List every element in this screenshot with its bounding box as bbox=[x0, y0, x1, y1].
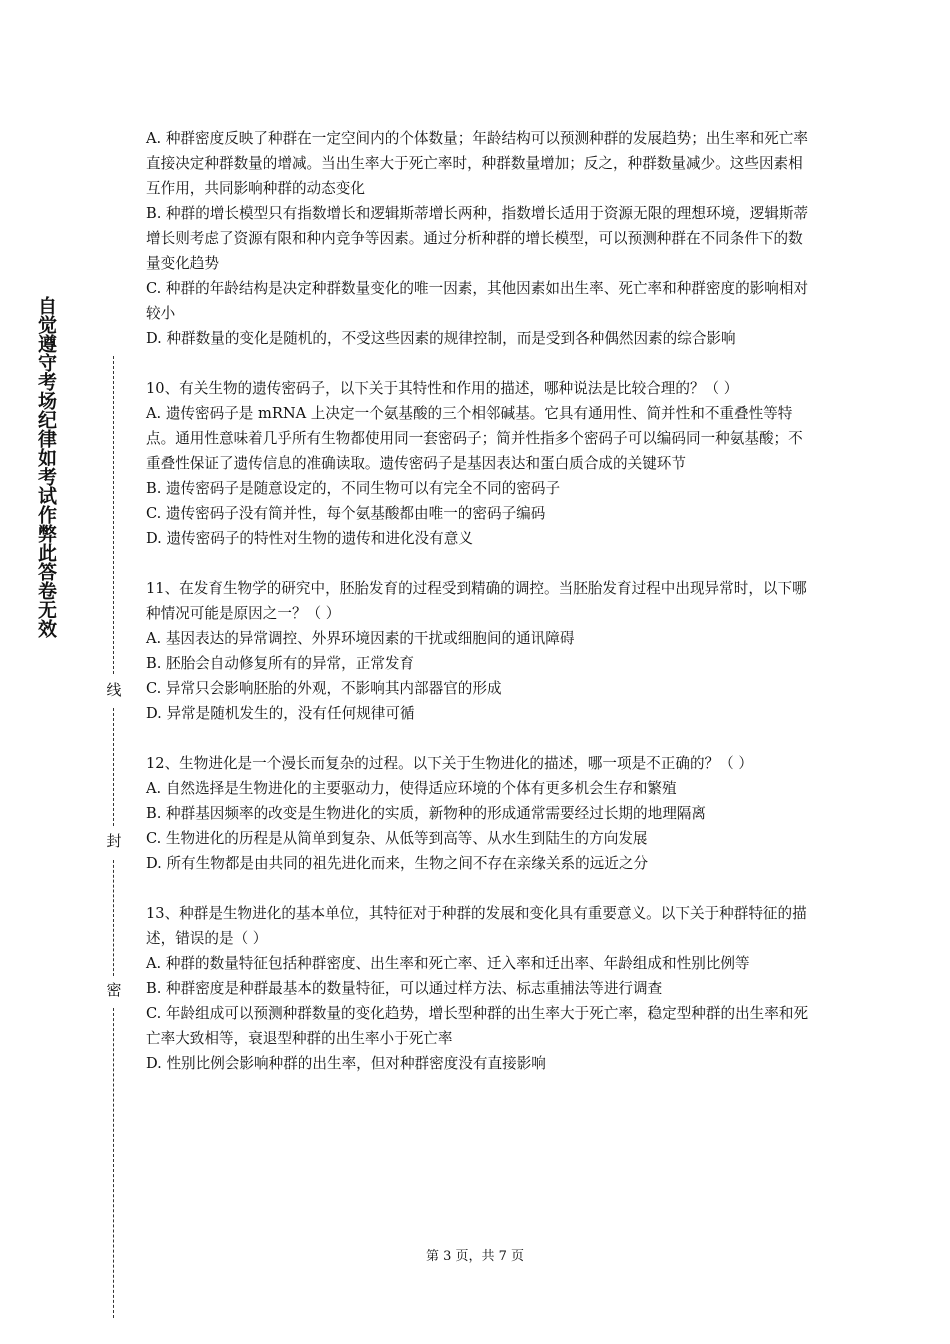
option-line: A. 种群的数量特征包括种群密度、出生率和死亡率、迁入率和迁出率、年龄组成和性别比例等 bbox=[146, 955, 750, 972]
question-stem: 10、有关生物的遗传密码子，以下关于其特性和作用的描述，哪种说法是比较合理的？（ ） bbox=[146, 380, 739, 397]
intro-options bbox=[146, 126, 810, 351]
option-line: A. 自然选择是生物进化的主要驱动力，使得适应环境的个体有更多机会生存和繁殖 bbox=[146, 780, 677, 797]
exam-discipline-notice: 自觉遵守考场纪律如考试作弊此答卷无效 bbox=[35, 296, 57, 638]
binding-dash-mid-upper bbox=[113, 708, 114, 826]
option-line: C. 种群的年龄结构是决定种群数量变化的唯一因素，其他因素如出生率、死亡率和种群密度的影响相对较小 bbox=[146, 280, 809, 322]
page-content bbox=[146, 126, 810, 1076]
question-stem: 12、生物进化是一个漫长而复杂的过程。以下关于生物进化的描述，哪一项是不正确的？（ ） bbox=[146, 755, 753, 772]
option-line: D. 种群数量的变化是随机的，不受这些因素的规律控制，而是受到各种偶然因素的综合影响 bbox=[146, 330, 736, 347]
option-line: B. 种群基因频率的改变是生物进化的实质，新物种的形成通常需要经过长期的地理隔离 bbox=[146, 805, 706, 822]
option-line: B. 遗传密码子是随意设定的，不同生物可以有完全不同的密码子 bbox=[146, 480, 561, 497]
question-stem: 11、在发育生物学的研究中，胚胎发育的过程受到精确的调控。当胚胎发育过程中出现异常时，以下哪种情况可能是原因之一？（ ） bbox=[146, 580, 807, 622]
question-12 bbox=[146, 751, 810, 876]
binding-dash-bottom bbox=[113, 1008, 114, 1318]
binding-mark-mi: 密 bbox=[106, 981, 122, 999]
option-line: C. 异常只会影响胚胎的外观，不影响其内部器官的形成 bbox=[146, 680, 502, 697]
option-line: B. 种群密度是种群最基本的数量特征，可以通过样方法、标志重捕法等进行调查 bbox=[146, 980, 663, 997]
option-line: C. 生物进化的历程是从简单到复杂、从低等到高等、从水生到陆生的方向发展 bbox=[146, 830, 648, 847]
binding-dash-top bbox=[113, 356, 114, 674]
option-line: D. 性别比例会影响种群的出生率，但对种群密度没有直接影响 bbox=[146, 1055, 546, 1072]
question-10 bbox=[146, 376, 810, 551]
binding-line bbox=[106, 356, 122, 1318]
option-line: A. 遗传密码子是 mRNA 上决定一个氨基酸的三个相邻碱基。它具有通用性、简并性和不重叠性等特点。通用性意味着几乎所有生物都使用同一套密码子；简并性指多个密码子可以编码同一种氨基酸；不重叠性保证了遗传信息的准确读取。遗传密码子是基因表达和蛋白质合成的关键环节 bbox=[146, 405, 803, 472]
option-line: C. 年龄组成可以预测种群数量的变化趋势，增长型种群的出生率大于死亡率，稳定型种群的出生率和死亡率大致相等，衰退型种群的出生率小于死亡率 bbox=[146, 1005, 809, 1047]
option-line: A. 基因表达的异常调控、外界环境因素的干扰或细胞间的通讯障碍 bbox=[146, 630, 575, 647]
binding-mark-xian: 线 bbox=[106, 681, 122, 699]
binding-mark-feng: 封 bbox=[106, 832, 122, 850]
option-line: B. 种群的增长模型只有指数增长和逻辑斯蒂增长两种，指数增长适用于资源无限的理想环境，逻辑斯蒂增长则考虑了资源有限和种内竞争等因素。通过分析种群的增长模型，可以预测种群在不同条件下的数量变化趋势 bbox=[146, 205, 809, 272]
page-number-footer: 第 3 页，共 7 页 bbox=[425, 1249, 525, 1264]
question-11 bbox=[146, 576, 810, 726]
option-line: D. 遗传密码子的特性对生物的遗传和进化没有意义 bbox=[146, 530, 473, 547]
option-line: D. 所有生物都是由共同的祖先进化而来，生物之间不存在亲缘关系的远近之分 bbox=[146, 855, 649, 872]
option-line: B. 胚胎会自动修复所有的异常，正常发育 bbox=[146, 655, 415, 672]
binding-dash-mid-lower bbox=[113, 860, 114, 976]
option-line: C. 遗传密码子没有简并性，每个氨基酸都由唯一的密码子编码 bbox=[146, 505, 546, 522]
question-stem: 13、种群是生物进化的基本单位，其特征对于种群的发展和变化具有重要意义。以下关于种群特征的描述，错误的是（ ） bbox=[146, 905, 807, 947]
option-line: D. 异常是随机发生的，没有任何规律可循 bbox=[146, 705, 415, 722]
option-line: A. 种群密度反映了种群在一定空间内的个体数量；年龄结构可以预测种群的发展趋势；出生率和死亡率直接决定种群数量的增减。当出生率大于死亡率时，种群数量增加；反之，种群数量减少。这些因素相互作用，共同影响种群的动态变化 bbox=[146, 130, 808, 197]
question-13 bbox=[146, 901, 810, 1076]
